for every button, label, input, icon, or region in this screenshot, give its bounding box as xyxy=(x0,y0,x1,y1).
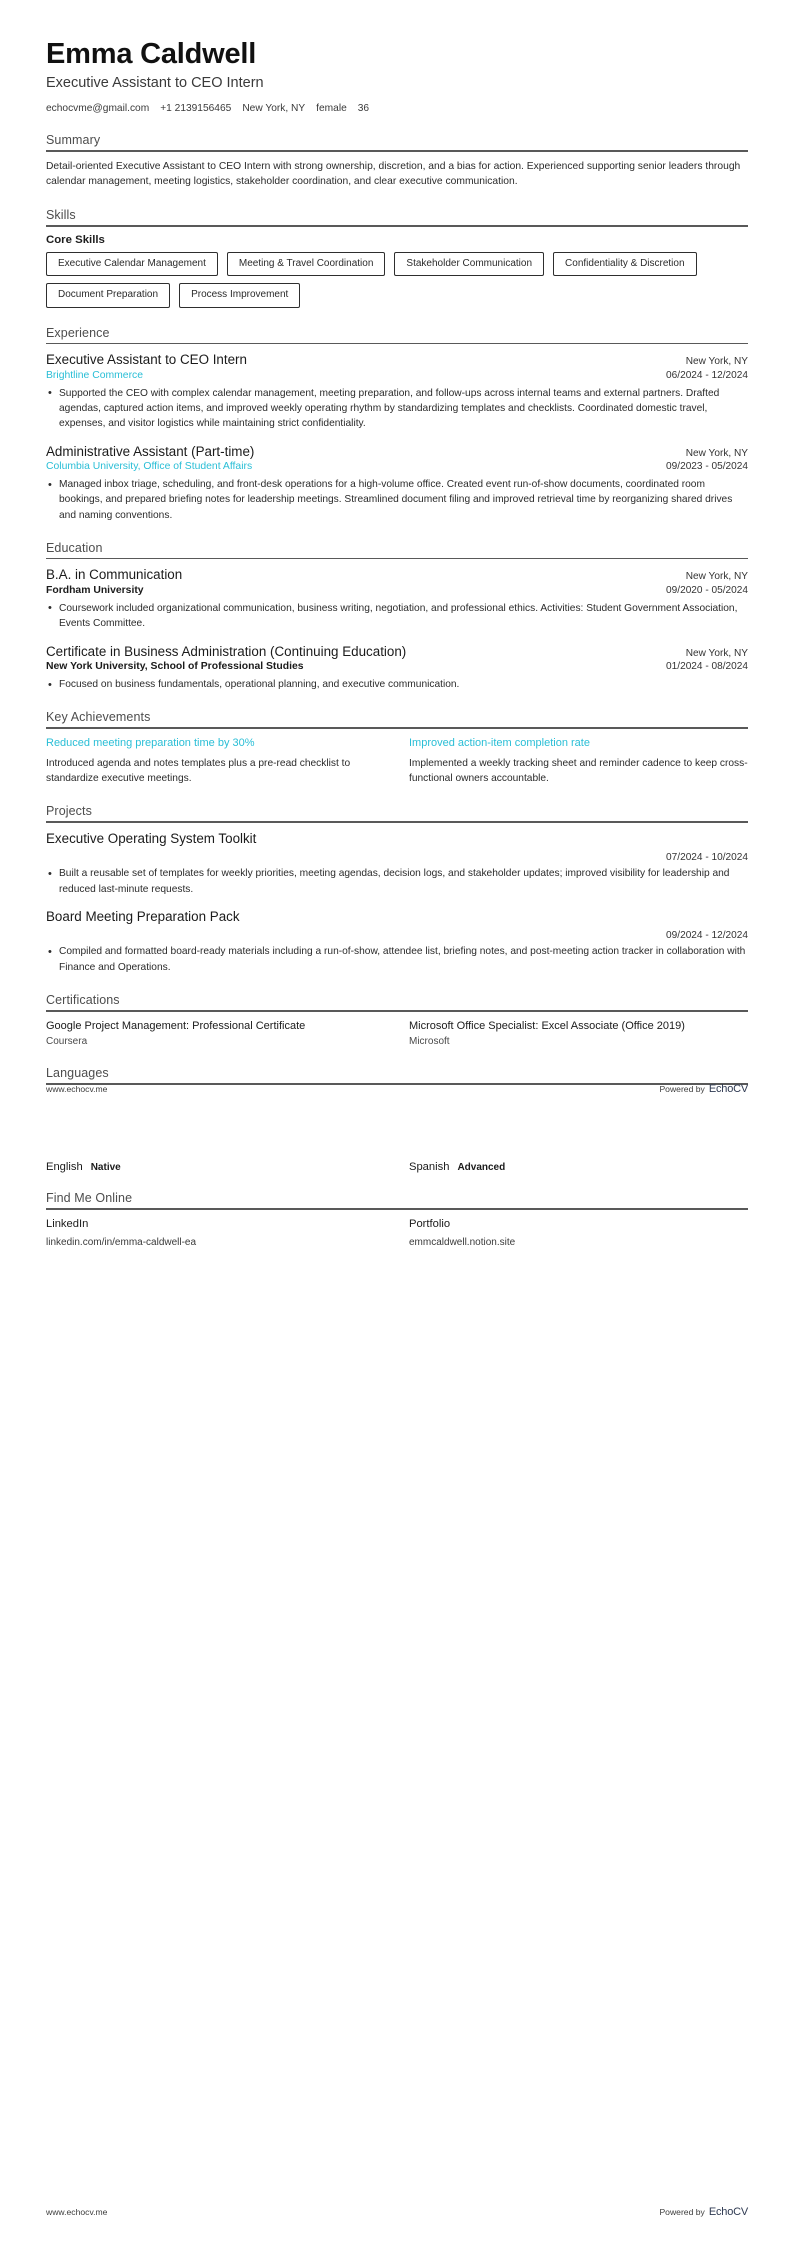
certification-item xyxy=(409,1019,748,1049)
section-education xyxy=(46,541,748,692)
education-school: New York University, School of Professional Studies xyxy=(46,660,304,672)
powered-by xyxy=(659,2206,748,2218)
resume-page-2 xyxy=(0,1123,794,2246)
bullet-item: • Built a reusable set of templates for weekly priorities, meeting agendas, decision logs, and stakeholder updates; improved visibility for leadership and reduced last-minute requests. xyxy=(46,866,748,897)
link-label-portfolio: Portfolio xyxy=(409,1217,451,1230)
certification-name: Google Project Management: Professional Certificate xyxy=(46,1019,306,1032)
headline: Executive Assistant to CEO Intern xyxy=(46,75,264,92)
section-title-languages: Languages xyxy=(46,1066,109,1081)
education-degree: B.A. in Communication xyxy=(46,567,183,583)
section-experience xyxy=(46,326,748,523)
achievement-description: Implemented a weekly tracking sheet and reminder cadence to keep cross-functional owners accountable. xyxy=(409,757,748,785)
section-skills xyxy=(46,208,748,308)
language-list xyxy=(46,1161,748,1173)
experience-organization: Columbia University, Office of Student Affairs xyxy=(46,460,253,472)
link-item xyxy=(46,1217,385,1249)
education-bullets xyxy=(46,677,748,692)
languages-content xyxy=(46,1161,748,1173)
page-footer xyxy=(46,2206,748,2218)
link-url-portfolio[interactable]: emmcaldwell.notion.site xyxy=(409,1236,516,1248)
achievement-item xyxy=(46,736,385,786)
experience-role: Executive Assistant to CEO Intern xyxy=(46,352,247,368)
bullet-item: • Compiled and formatted board-ready materials including a run-of-show, attendee list, briefing notes, and post-meeting action tracker in collaboration with Finance and Operations. xyxy=(46,944,748,975)
project-bullets xyxy=(46,866,748,897)
contact-email[interactable]: echocvme@gmail.com xyxy=(46,102,150,114)
section-title-skills: Skills xyxy=(46,207,76,222)
bullet-item: • Managed inbox triage, scheduling, and front-desk operations for a high-volume office. Created event run-of-show documents, coordinated room bookings, and prepared briefing notes for leadership meetings. Streamlined document filing and improved retrieval time by reorganizing shared drives and naming conventions. xyxy=(46,477,748,523)
contact-gender: female xyxy=(316,102,347,114)
education-bullets xyxy=(46,601,748,632)
language-item xyxy=(46,1161,385,1173)
powered-by-label: Powered by xyxy=(659,2207,705,2217)
experience-date: 09/2023 - 05/2024 xyxy=(666,460,748,472)
language-name: Spanish xyxy=(409,1161,450,1173)
skill-pill: Stakeholder Communication xyxy=(394,252,544,277)
section-key-achievements xyxy=(46,710,748,786)
achievement-list xyxy=(46,736,748,786)
experience-location: New York, NY xyxy=(685,447,748,459)
powered-by-label: Powered by xyxy=(659,1084,705,1094)
certification-name: Microsoft Office Specialist: Excel Associate (Office 2019) xyxy=(409,1019,685,1032)
experience-bullets xyxy=(46,477,748,523)
education-date: 01/2024 - 08/2024 xyxy=(666,660,748,672)
skill-pill-list xyxy=(46,252,748,308)
language-level: Advanced xyxy=(457,1162,506,1173)
achievement-description: Introduced agenda and notes templates plus a pre-read checklist to standardize executive meetings. xyxy=(46,757,351,785)
contact-age: 36 xyxy=(357,102,370,114)
footer-site[interactable]: www.echocv.me xyxy=(46,2207,108,2217)
contact-phone[interactable]: +1 2139156465 xyxy=(160,102,232,114)
achievement-title: Improved action-item completion rate xyxy=(409,736,590,749)
certification-list xyxy=(46,1019,748,1049)
section-certifications xyxy=(46,993,748,1048)
section-title-education: Education xyxy=(46,540,103,555)
link-item xyxy=(409,1217,748,1249)
footer-site[interactable]: www.echocv.me xyxy=(46,1084,108,1094)
project-date: 07/2024 - 10/2024 xyxy=(666,852,748,864)
certification-issuer: Coursera xyxy=(46,1036,88,1048)
experience-bullets xyxy=(46,386,748,432)
section-title-find-me-online: Find Me Online xyxy=(46,1191,133,1205)
powered-by xyxy=(659,1083,748,1095)
education-degree: Certificate in Business Administration (Continuing Education) xyxy=(46,643,407,659)
project-bullets xyxy=(46,944,748,975)
page-footer xyxy=(46,1083,748,1095)
achievement-item xyxy=(409,736,748,786)
language-level: Native xyxy=(90,1162,121,1173)
link-label-linkedin: LinkedIn xyxy=(46,1217,89,1230)
project-entry xyxy=(46,830,748,897)
header-block xyxy=(46,38,748,115)
page-title: Emma Caldwell xyxy=(46,38,257,70)
contact-row xyxy=(46,102,748,115)
brand-logo: EchoCV xyxy=(708,2206,748,2218)
certification-item xyxy=(46,1019,385,1049)
certification-issuer: Microsoft xyxy=(409,1036,450,1048)
contact-location: New York, NY xyxy=(242,102,306,114)
skill-pill: Executive Calendar Management xyxy=(46,252,218,277)
brand-logo: EchoCV xyxy=(708,1083,748,1095)
skill-pill: Document Preparation xyxy=(46,283,170,308)
experience-role: Administrative Assistant (Part-time) xyxy=(46,443,255,459)
skill-pill: Confidentiality & Discretion xyxy=(553,252,697,277)
section-find-me-online xyxy=(46,1191,748,1249)
skill-pill: Meeting & Travel Coordination xyxy=(227,252,386,277)
section-title-projects: Projects xyxy=(46,804,92,819)
education-entry xyxy=(46,643,748,693)
bullet-item: • Supported the CEO with complex calendar management, meeting preparation, and follow-ups across internal teams and external partners. Drafted agendas, captured action items, and improved weekly operating rhythm by standardizing templates and checklists. Coordinated domestic travel, expenses, and visitor logistics while maintaining strict confidentiality. xyxy=(46,386,748,432)
experience-entry xyxy=(46,351,748,431)
education-location: New York, NY xyxy=(685,571,748,583)
section-summary xyxy=(46,133,748,190)
education-date: 09/2020 - 05/2024 xyxy=(666,584,748,596)
section-title-certifications: Certifications xyxy=(46,992,120,1007)
summary-text: Detail-oriented Executive Assistant to CEO Intern with strong ownership, discretion, and a bias for action. Experienced supporting senior leaders through calendar management, meeting logistics, stakeholder coordination, and clear executive communication. xyxy=(46,160,741,188)
project-name: Board Meeting Preparation Pack xyxy=(46,908,240,924)
achievement-title: Reduced meeting preparation time by 30% xyxy=(46,736,255,749)
project-date: 09/2024 - 12/2024 xyxy=(666,930,748,942)
link-list xyxy=(46,1217,748,1249)
section-projects xyxy=(46,804,748,975)
section-title-summary: Summary xyxy=(46,133,101,148)
bullet-item: • Focused on business fundamentals, operational planning, and executive communication. xyxy=(46,677,748,692)
language-name: English xyxy=(46,1161,83,1173)
section-title-key-achievements: Key Achievements xyxy=(46,710,151,725)
project-entry xyxy=(46,908,748,975)
experience-entry xyxy=(46,443,748,523)
experience-date: 06/2024 - 12/2024 xyxy=(666,369,748,381)
education-school: Fordham University xyxy=(46,584,144,596)
education-location: New York, NY xyxy=(685,647,748,659)
experience-location: New York, NY xyxy=(685,356,748,368)
education-entry xyxy=(46,566,748,631)
language-item xyxy=(409,1161,748,1173)
skill-group-title: Core Skills xyxy=(46,233,105,246)
link-url-linkedin[interactable]: linkedin.com/in/emma-caldwell-ea xyxy=(46,1236,197,1248)
experience-organization: Brightline Commerce xyxy=(46,369,144,381)
section-title-experience: Experience xyxy=(46,325,110,340)
project-name: Executive Operating System Toolkit xyxy=(46,830,257,846)
skill-pill: Process Improvement xyxy=(179,283,300,308)
bullet-item: • Coursework included organizational communication, business writing, negotiation, and professional ethics. Activities: Student Government Association, Events Committee. xyxy=(46,601,748,632)
